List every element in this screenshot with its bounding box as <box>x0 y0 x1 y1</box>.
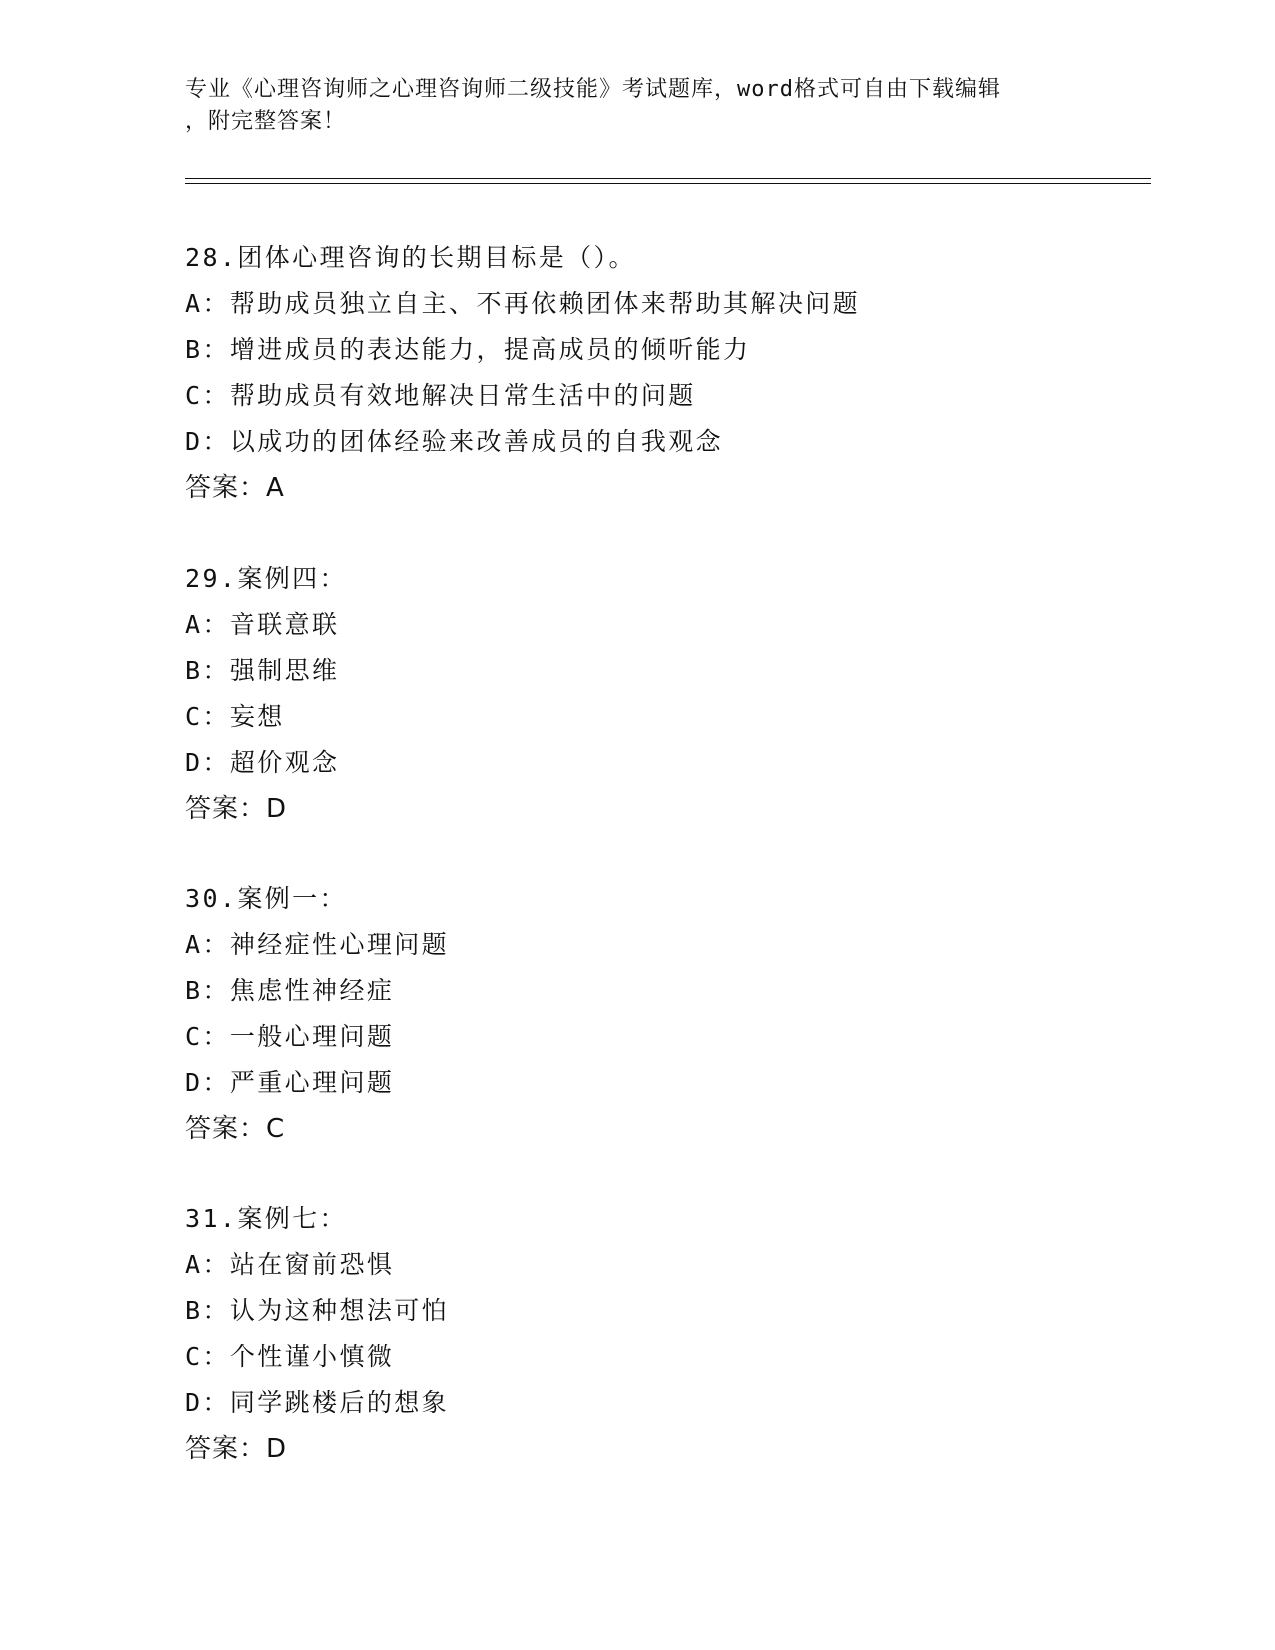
option-d: D：以成功的团体经验来改善成员的自我观念 <box>185 427 724 456</box>
header-divider-top <box>185 178 1151 179</box>
header-line-2: ，附完整答案！ <box>185 109 347 134</box>
answer: 答案：C <box>185 1114 286 1144</box>
option-c: C：个性谨小慎微 <box>185 1342 395 1371</box>
question-31 <box>185 1196 1145 1472</box>
question-stem: 29.案例四： <box>185 564 347 593</box>
question-29 <box>185 556 1145 832</box>
option-a: A：音联意联 <box>185 610 340 639</box>
option-b: B：强制思维 <box>185 656 340 685</box>
answer: 答案：D <box>185 794 288 824</box>
option-b: B：增进成员的表达能力，提高成员的倾听能力 <box>185 335 751 364</box>
option-c: C：妄想 <box>185 702 285 731</box>
option-d: D：超价观念 <box>185 748 340 777</box>
option-c: C：帮助成员有效地解决日常生活中的问题 <box>185 381 696 410</box>
option-d: D：同学跳楼后的想象 <box>185 1388 450 1417</box>
option-a: A：站在窗前恐惧 <box>185 1250 395 1279</box>
question-stem: 28.团体心理咨询的长期目标是（）。 <box>185 243 636 272</box>
question-30 <box>185 876 1145 1152</box>
header-divider-bottom <box>185 183 1151 184</box>
option-b: B：认为这种想法可怕 <box>185 1296 450 1325</box>
document-header <box>185 74 1085 138</box>
question-stem: 30.案例一： <box>185 884 347 913</box>
option-c: C：一般心理问题 <box>185 1022 395 1051</box>
question-stem: 31.案例七： <box>185 1204 347 1233</box>
option-a: A：神经症性心理问题 <box>185 930 450 959</box>
option-b: B：焦虑性神经症 <box>185 976 395 1005</box>
question-28 <box>185 235 1145 511</box>
option-a: A：帮助成员独立自主、不再依赖团体来帮助其解决问题 <box>185 289 861 318</box>
header-line-1: 专业《心理咨询师之心理咨询师二级技能》考试题库，word格式可自由下载编辑 <box>185 77 1001 102</box>
answer: 答案：A <box>185 473 285 503</box>
answer: 答案：D <box>185 1434 288 1464</box>
option-d: D：严重心理问题 <box>185 1068 395 1097</box>
